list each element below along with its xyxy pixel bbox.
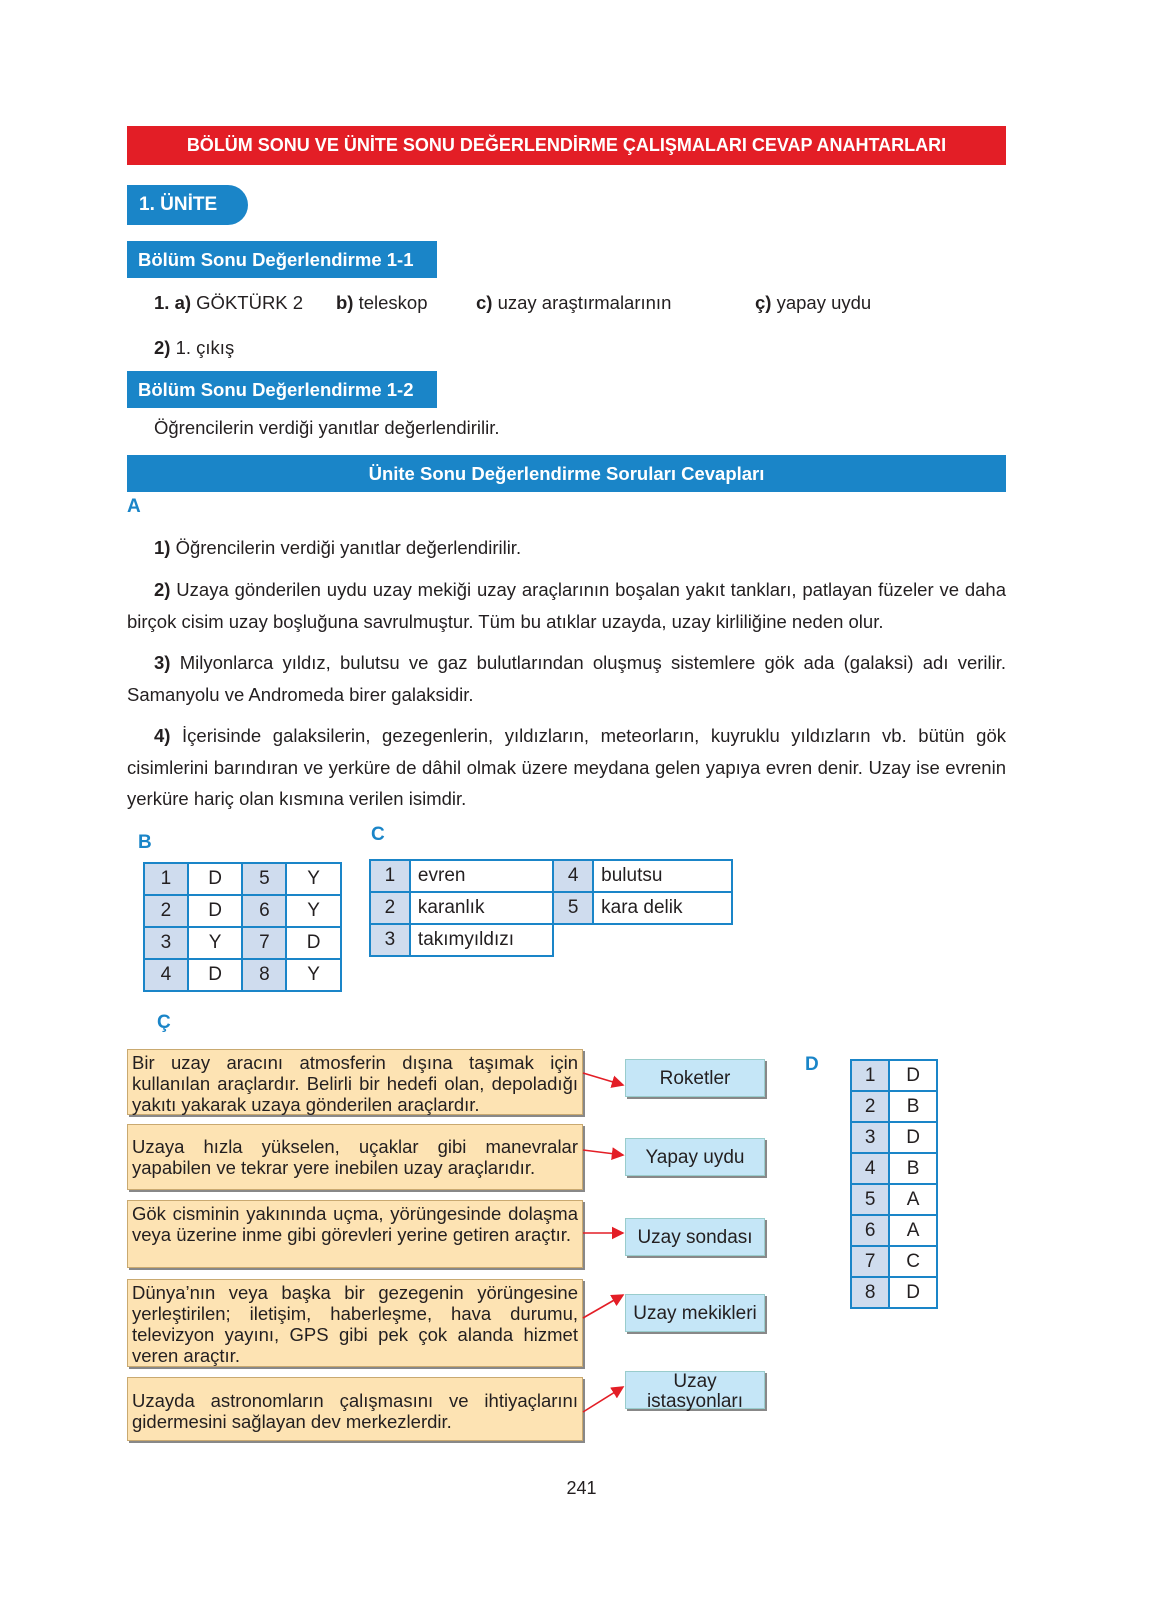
question-number: 2 (851, 1091, 889, 1122)
part-cc-label: Ç (157, 1012, 171, 1033)
question-number: 3 (851, 1122, 889, 1153)
part-c-label: C (371, 824, 385, 845)
part-b-label: B (138, 832, 152, 853)
match-term: Uzay istasyonları (625, 1371, 765, 1409)
answer-b: teleskop (358, 292, 428, 313)
answer-cell: D (188, 895, 243, 927)
question-number: 5 (851, 1184, 889, 1215)
table-row (851, 1246, 937, 1277)
answer-cell: D (188, 863, 243, 895)
question-number: 8 (851, 1277, 889, 1308)
table-row (851, 1122, 937, 1153)
question-number: 2 (370, 892, 410, 924)
item-num: 2) (154, 579, 171, 600)
answer-cell: Y (286, 863, 341, 895)
question-number: 3 (144, 927, 188, 959)
section-header-1-2: Bölüm Sonu Değerlendirme 1-2 (127, 371, 437, 408)
match-description: Uzaya hızla yükselen, uçaklar gibi manevralar yapabilen ve tekrar yere inebilen uzay araçlarıdır. (127, 1124, 583, 1190)
question-number: 1 (370, 860, 410, 892)
table-row (851, 1060, 937, 1091)
match-description: Gök cisminin yakınında uçma, yörüngesinde dolaşma veya üzerine inme gibi görevleri yerine getiren araçtır. (127, 1200, 583, 1268)
match-term: Roketler (625, 1059, 765, 1097)
label-a: a) (174, 292, 192, 313)
part-d-label: D (805, 1054, 819, 1075)
answer-cell: C (889, 1246, 937, 1277)
match-term: Uzay sondası (625, 1218, 765, 1256)
answer-cell: A (889, 1215, 937, 1246)
answer-a: GÖKTÜRK 2 (196, 292, 304, 313)
question-number: 6 (851, 1215, 889, 1246)
question-number: 4 (144, 959, 188, 991)
part-d-table (850, 1059, 938, 1309)
answer-cell: bulutsu (593, 860, 732, 892)
item-text: Milyonlarca yıldız, bulutsu ve gaz bulutlarından oluşmuş sistemlere gök ada (galaksi) adı verilir. Samanyolu ve Andromeda birer galaksidir. (127, 652, 1007, 705)
question-number: 2 (144, 895, 188, 927)
answer-cell: Y (286, 895, 341, 927)
match-arrow (583, 1150, 623, 1155)
question-number: 1 (851, 1060, 889, 1091)
item-num: 3) (154, 652, 171, 673)
answer-cell: A (889, 1184, 937, 1215)
answer-key-banner: BÖLÜM SONU VE ÜNİTE SONU DEĞERLENDİRME ÇALIŞMALARI CEVAP ANAHTARLARI (127, 126, 1006, 165)
label-d: ç) (755, 292, 772, 313)
item-num: 1) (154, 537, 171, 558)
answer-cell: B (889, 1153, 937, 1184)
question-number: 1 (144, 863, 188, 895)
label-c: c) (476, 292, 493, 313)
item-num: 4) (154, 725, 171, 746)
match-arrow (583, 1387, 623, 1412)
answer-cell: D (188, 959, 243, 991)
question-number: 6 (242, 895, 286, 927)
table-row (851, 1277, 937, 1308)
answer-d: yapay uydu (776, 292, 872, 313)
answer-c: uzay araştırmalarının (497, 292, 672, 313)
table-row (851, 1091, 937, 1122)
answer-cell: D (889, 1122, 937, 1153)
section-1-2-text: Öğrencilerin verdiği yanıtlar değerlendirilir. (154, 417, 500, 438)
match-term: Yapay uydu (625, 1138, 765, 1176)
answer-cell: D (889, 1060, 937, 1091)
item-text: Öğrencilerin verdiği yanıtlar değerlendirilir. (175, 537, 522, 558)
q2-text: 1. çıkış (175, 337, 235, 358)
match-arrow (583, 1295, 623, 1318)
label-b: b) (336, 292, 354, 313)
item-text: İçerisinde galaksilerin, gezegenlerin, yıldızların, meteorların, kuyruklu yıldızların vb. bütün gök cisimlerini barındıran ve yerküre de dâhil olmak üzere meydana gelen yapıya evren denir. Uzay ise evrenin yerküre hariç olan kısmına verilen isimdir. (127, 725, 1006, 809)
answer-cell: takımyıldızı (410, 924, 553, 956)
question-number: 7 (242, 927, 286, 959)
page-number: 241 (566, 1478, 597, 1498)
question-number: 8 (242, 959, 286, 991)
answer-cell: B (889, 1091, 937, 1122)
unit-tag: 1. ÜNİTE (127, 185, 248, 225)
q1-num: 1. (154, 292, 170, 313)
match-term: Uzay mekikleri (625, 1294, 765, 1332)
match-description: Uzayda astronomların çalışmasını ve ihtiyaçlarını gidermesini sağlayan dev merkezlerdir. (127, 1377, 583, 1441)
question-number: 4 (851, 1153, 889, 1184)
question-number: 3 (370, 924, 410, 956)
question-number: 7 (851, 1246, 889, 1277)
q2-label: 2) (154, 337, 171, 358)
question-number: 5 (242, 863, 286, 895)
answer-cell: D (889, 1277, 937, 1308)
item-text: Uzaya gönderilen uydu uzay mekiği uzay araçlarının boşalan yakıt tankları, patlayan füzeler ve daha birçok cisim uzay boşluğuna savrulmuştur. Tüm bu atıklar uzayda, uzay kirliliğine neden olur. (127, 579, 1007, 632)
table-row (851, 1215, 937, 1246)
section-header-1-1: Bölüm Sonu Değerlendirme 1-1 (127, 241, 437, 278)
match-description: Dünya’nın veya başka bir gezegenin yörüngesine yerleştirilen; iletişim, haberleşme, hava durumu, televizyon yayını, GPS gibi pek çok alanda hizmet veren araçtır. (127, 1279, 583, 1367)
question-number: 4 (553, 860, 593, 892)
match-description: Bir uzay aracını atmosferin dışına taşımak için kullanılan araçlardır. Belirli bir hedefi olan, depoladığı yakıtı yakarak uzaya gönderilen araçlardır. (127, 1049, 583, 1115)
answer-cell: D (286, 927, 341, 959)
answer-cell: Y (286, 959, 341, 991)
table-row (851, 1153, 937, 1184)
match-arrow (583, 1073, 623, 1085)
part-a-label: A (127, 496, 141, 517)
answer-cell: karanlık (410, 892, 553, 924)
unit-end-header: Ünite Sonu Değerlendirme Soruları Cevapları (127, 455, 1006, 492)
answer-cell: evren (410, 860, 553, 892)
answer-cell: kara delik (593, 892, 732, 924)
table-row (851, 1184, 937, 1215)
answer-cell: Y (188, 927, 243, 959)
question-number: 5 (553, 892, 593, 924)
